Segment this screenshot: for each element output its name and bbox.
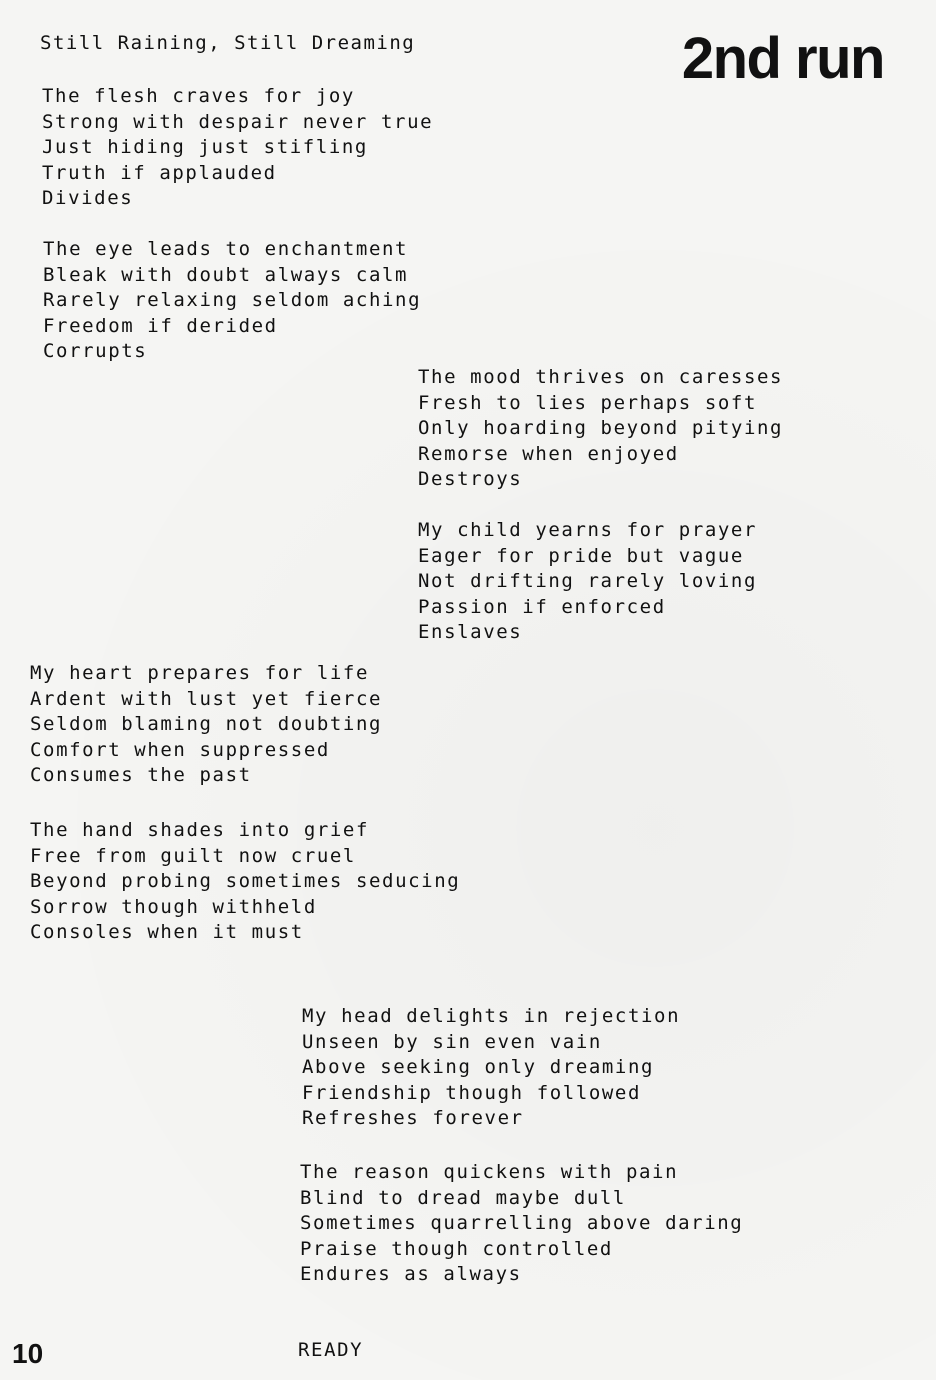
poem-line: Beyond probing sometimes seducing (30, 870, 461, 892)
poem-line: The mood thrives on caresses (418, 366, 784, 388)
poem-line: Remorse when enjoyed (418, 442, 679, 465)
poem-line: The reason quickens with pain (300, 1161, 679, 1183)
poem-line: Ardent with lust yet fierce (30, 687, 383, 710)
stanza-4 (418, 518, 757, 646)
stanza-1 (42, 84, 433, 212)
poem-line: Free from guilt now cruel (30, 844, 356, 867)
poem-line: Only hoarding beyond pitying (418, 417, 784, 439)
page-number: 10 (12, 1338, 44, 1369)
poem-line: Consoles when it must (30, 921, 304, 943)
poem-line: Fresh to lies perhaps soft (418, 391, 758, 414)
poem-line: My heart prepares for life (30, 662, 370, 684)
poem-line: Praise though controlled (300, 1237, 613, 1260)
poem-line: Blind to dread maybe dull (300, 1186, 626, 1209)
poem-line: Enslaves (418, 621, 523, 643)
poem-line: Divides (42, 187, 134, 209)
stanza-8 (300, 1160, 743, 1288)
poem-line: Seldom blaming not doubting (30, 713, 383, 735)
poem-line: Eager for pride but vague (418, 544, 744, 567)
poem-line: The eye leads to enchantment (43, 238, 409, 260)
poem-line: Comfort when suppressed (30, 738, 330, 761)
ready-prompt: READY (298, 1339, 364, 1361)
poem-line: Truth if applauded (42, 161, 277, 184)
poem-line: Bleak with doubt always calm (43, 263, 409, 286)
stanza-6 (30, 818, 460, 946)
poem-line: Consumes the past (30, 764, 252, 786)
poem-line: Corrupts (43, 340, 148, 362)
poem-line: Destroys (418, 468, 523, 490)
poem-line: My child yearns for prayer (418, 519, 758, 541)
poem-line: Sorrow though withheld (30, 895, 317, 918)
poem-line: Not drifting rarely loving (418, 570, 758, 592)
run-label: 2nd run (681, 26, 884, 91)
poem-line: Sometimes quarrelling above daring (300, 1212, 744, 1234)
poem-title: Still Raining, Still Dreaming (40, 32, 416, 54)
poem-line: Just hiding just stifling (42, 136, 368, 158)
poem-line: Endures as always (300, 1263, 522, 1285)
poem-line: Passion if enforced (418, 595, 666, 618)
stanza-2 (43, 237, 421, 365)
poem-line: Refreshes forever (302, 1107, 524, 1129)
poem-line: Friendship though followed (302, 1081, 642, 1104)
stanza-7 (302, 1004, 680, 1132)
poem-line: Freedom if derided (43, 314, 278, 337)
poem-line: Above seeking only dreaming (302, 1056, 655, 1078)
stanza-3 (418, 365, 783, 493)
poem-line: The flesh craves for joy (42, 85, 355, 107)
poem-line: Rarely relaxing seldom aching (43, 289, 422, 311)
poem-line: Unseen by sin even vain (302, 1030, 602, 1053)
poem-line: My head delights in rejection (302, 1005, 681, 1027)
poem-line: The hand shades into grief (30, 819, 370, 841)
stanza-5 (30, 661, 382, 789)
poem-line: Strong with despair never true (42, 110, 434, 133)
